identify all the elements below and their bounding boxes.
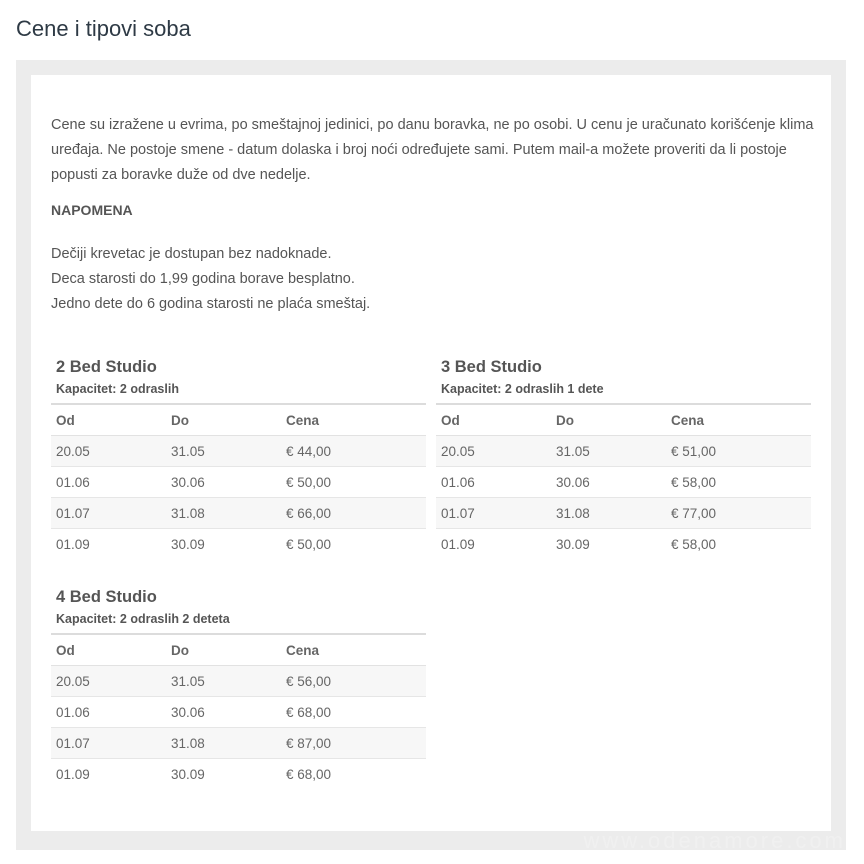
column-header-to: Do — [166, 404, 281, 436]
cell-price: € 58,00 — [666, 467, 811, 498]
table-row — [436, 436, 811, 467]
note-line: Dečiji krevetac je dostupan bez nadoknade. — [51, 246, 332, 262]
rates-table — [51, 633, 426, 789]
cell-to: 31.05 — [551, 436, 666, 467]
column-header-to: Do — [551, 404, 666, 436]
cell-to: 30.09 — [166, 529, 281, 560]
rates-table — [436, 403, 811, 559]
column-header-price: Cena — [281, 404, 426, 436]
cell-from: 01.09 — [51, 759, 166, 790]
table-row — [51, 467, 426, 498]
studio-title: 3 Bed Studio — [441, 358, 542, 376]
cell-price: € 68,00 — [281, 697, 426, 728]
note-line: Jedno dete do 6 godina starosti ne plaća smeštaj. — [51, 296, 371, 312]
studio-title: 2 Bed Studio — [56, 358, 157, 376]
studio-2-bed — [51, 356, 426, 559]
table-header-row — [436, 404, 811, 436]
column-header-from: Od — [51, 634, 166, 666]
table-row — [51, 759, 426, 790]
cell-price: € 77,00 — [666, 498, 811, 529]
cell-to: 30.06 — [166, 467, 281, 498]
table-row — [436, 529, 811, 560]
cell-to: 30.06 — [166, 697, 281, 728]
column-header-price: Cena — [281, 634, 426, 666]
cell-price: € 50,00 — [281, 529, 426, 560]
pricing-info-text: Cene su izražene u evrima, po smeštajnoj jedinici, po danu boravka, ne po osobi. U cenu je uračunato korišćenje klima uređaja. Ne postoje smene - datum dolaska i broj noći određujete sami. Putem mail-a možete proveriti da li postoje popusti za boravke duže od dve nedelje. — [51, 117, 814, 183]
cell-from: 20.05 — [436, 436, 551, 467]
cell-price: € 50,00 — [281, 467, 426, 498]
cell-from: 01.07 — [51, 728, 166, 759]
table-header-row — [51, 634, 426, 666]
cell-to: 30.09 — [551, 529, 666, 560]
column-header-from: Od — [51, 404, 166, 436]
cell-from: 01.06 — [436, 467, 551, 498]
table-row — [51, 728, 426, 759]
table-row — [436, 467, 811, 498]
cell-price: € 87,00 — [281, 728, 426, 759]
table-row — [51, 436, 426, 467]
cell-to: 31.08 — [166, 498, 281, 529]
studio-3-bed — [436, 356, 811, 559]
table-row — [51, 498, 426, 529]
studio-capacity: Kapacitet: 2 odraslih — [56, 382, 179, 396]
rates-table — [51, 403, 426, 559]
cell-price: € 44,00 — [281, 436, 426, 467]
note-line: Deca starosti do 1,99 godina borave besplatno. — [51, 271, 355, 287]
cell-from: 01.06 — [51, 467, 166, 498]
studio-capacity: Kapacitet: 2 odraslih 2 deteta — [56, 612, 230, 626]
cell-to: 31.08 — [551, 498, 666, 529]
cell-from: 01.06 — [51, 697, 166, 728]
page-title: Cene i tipovi soba — [16, 16, 191, 41]
cell-from: 01.09 — [436, 529, 551, 560]
table-row — [436, 498, 811, 529]
cell-price: € 68,00 — [281, 759, 426, 790]
cell-price: € 51,00 — [666, 436, 811, 467]
cell-to: 30.09 — [166, 759, 281, 790]
cell-to: 31.08 — [166, 728, 281, 759]
table-row — [51, 697, 426, 728]
cell-price: € 56,00 — [281, 666, 426, 697]
cell-from: 01.09 — [51, 529, 166, 560]
studio-4-bed — [51, 586, 426, 789]
studio-capacity: Kapacitet: 2 odraslih 1 dete — [441, 382, 604, 396]
table-header-row — [51, 404, 426, 436]
note-heading: NAPOMENA — [51, 202, 133, 218]
column-header-from: Od — [436, 404, 551, 436]
cell-from: 20.05 — [51, 436, 166, 467]
cell-price: € 66,00 — [281, 498, 426, 529]
cell-to: 30.06 — [551, 467, 666, 498]
column-header-to: Do — [166, 634, 281, 666]
note-list — [51, 242, 370, 317]
studio-title: 4 Bed Studio — [56, 588, 157, 606]
table-row — [51, 529, 426, 560]
column-header-price: Cena — [666, 404, 811, 436]
cell-from: 01.07 — [51, 498, 166, 529]
cell-from: 01.07 — [436, 498, 551, 529]
cell-price: € 58,00 — [666, 529, 811, 560]
watermark: www.odenamore.com — [583, 828, 846, 853]
cell-to: 31.05 — [166, 436, 281, 467]
cell-to: 31.05 — [166, 666, 281, 697]
cell-from: 20.05 — [51, 666, 166, 697]
table-row — [51, 666, 426, 697]
